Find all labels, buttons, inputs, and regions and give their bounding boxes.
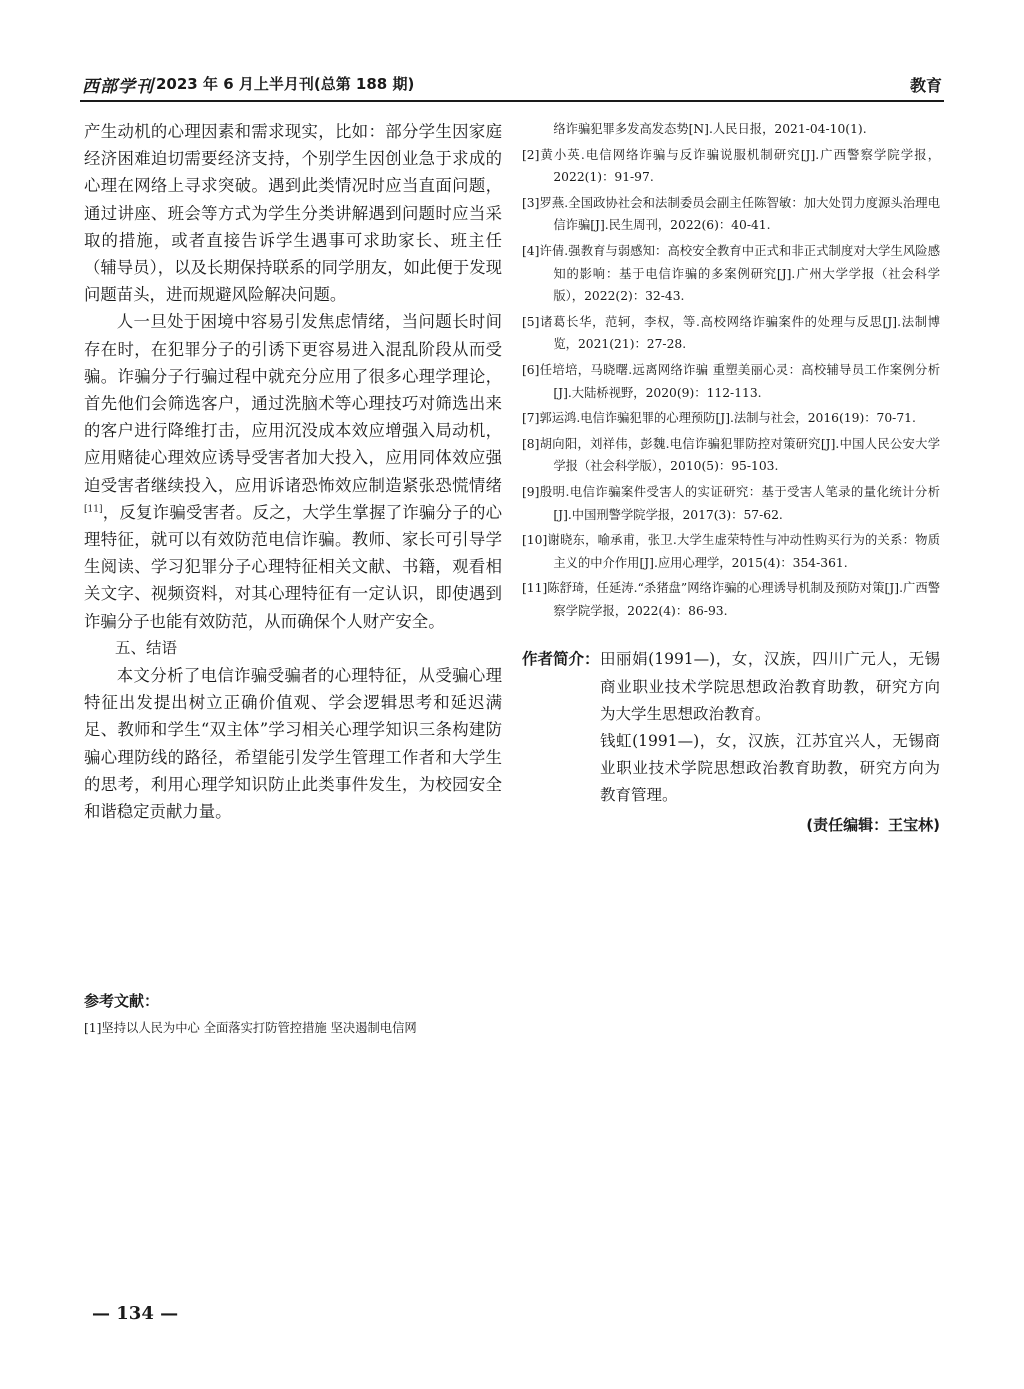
reference-number: [4] [522, 243, 540, 258]
reference-body: 郭运鸿.电信诈骗犯罪的心理预防[J].法制与社会，2016(19)：70-71. [539, 411, 916, 426]
reference-body: 陈舒琦，任延涛.“杀猪盘”网络诈骗的心理诱导机制及预防对策[J].广西警察学院学报，2022(4)：86-93. [547, 581, 940, 618]
page-header [80, 70, 944, 102]
reference-item [522, 577, 940, 622]
reference-number: [11] [522, 581, 548, 596]
reference-item [522, 144, 940, 189]
references-title: 参考文献： [84, 992, 160, 1010]
reference-item [522, 407, 940, 430]
reference-number: [9] [522, 484, 540, 499]
reference-item [522, 529, 940, 574]
reference-body: 诸葛长华，范轲，李权，等.高校网络诈骗案件的处理与反思[J].法制博览，2021(21)：27-28. [539, 314, 940, 352]
section-name: 教育 [909, 76, 942, 95]
reference-item [522, 192, 940, 237]
reference-number: [1] [84, 1021, 102, 1035]
body-paragraph: 产生动机的心理因素和需求现实，比如：部分学生因家庭经济困难迫切需要经济支持，个别学生因创业急于求成的心理在网络上寻求突破。遇到此类情况时应当直面问题，通过讲座、班会等方式为学生分类讲解遇到问题时应当采取的措施，或者直接告诉学生遇事可求助家长、班主任（辅导员），以及长期保持联系的同学朋友，如此便于发现问题苗头，进而规避风险解决问题。 [84, 122, 502, 305]
page-number: — 134 — [92, 1303, 179, 1324]
right-column [522, 118, 940, 835]
reference-body: 谢晓东，喻承甫，张卫.大学生虚荣特性与冲动性购买行为的关系：物质主义的中介作用[J].应用心理学，2015(4)：354-361. [547, 533, 940, 570]
reference-list [522, 118, 940, 622]
left-column [84, 118, 502, 825]
reference-item [522, 359, 940, 404]
citation-marker: [11] [84, 504, 103, 515]
reference-body: 罗燕.全国政协社会和法制委员会副主任陈智敏：加大处罚力度源头治理电信诈骗[J].民生周刊，2022(6)：40-41. [539, 195, 940, 233]
paragraph-text: ，反复诈骗受害者。反之，大学生掌握了诈骗分子的心理特征，就可以有效防范电信诈骗。教师、家长可引导学生阅读、学习犯罪分子心理特征相关文献、书籍，观看相关文字、视频资料，对其心理特征有一定认识，即使遇到诈骗分子也能有效防范，从而确保个人财产安全。 [84, 502, 502, 631]
section-heading: 五、结语 [115, 638, 178, 657]
reference-text [84, 1017, 502, 1040]
reference-item [522, 481, 940, 526]
reference-body: 任培培，马晓曙.远离网络诈骗 重塑美丽心灵：高校辅导员工作案例分析[J].大陆桥视野，2020(9)：112-113. [539, 362, 940, 400]
author-bio: 钱虹(1991—)，女，汉族，江苏宜兴人，无锡商业职业技术学院思想政治教育助教，研究方向为教育管理。 [600, 732, 940, 805]
reference-number: [10] [522, 533, 548, 548]
journal-logo: 西部学刊 [82, 77, 154, 97]
reference-number: [7] [522, 411, 540, 426]
author-info-label: 作者简介： [522, 650, 600, 669]
reference-continuation: 络诈骗犯罪多发高发态势[N].人民日报，2021-04-10(1). [553, 122, 867, 136]
reference-item [522, 311, 940, 356]
reference-body: 胡向阳，刘祥伟，彭魏.电信诈骗犯罪防控对策研究[J].中国人民公安大学学报（社会科学版），2010(5)：95-103. [539, 436, 940, 474]
author-info [522, 646, 940, 834]
reference-number: [6] [522, 362, 540, 377]
reference-number: [3] [522, 195, 540, 210]
reference-number: [2] [522, 147, 540, 162]
author-bio: 田丽娟(1991—)，女，汉族，四川广元人，无锡商业职业技术学院思想政治教育助教，研究方向为大学生思想政治教育。 [600, 650, 940, 723]
reference-item-1 [84, 1017, 502, 1043]
body-paragraph [84, 308, 502, 634]
responsible-editor: (责任编辑：王宝林) [806, 815, 940, 834]
body-paragraph: 本文分析了电信诈骗受骗者的心理特征，从受骗心理特征出发提出树立正确价值观、学会逻辑思考和延迟满足、教师和学生“双主体”学习相关心理学知识三条构建防骗心理防线的路径，希望能引发学生管理工作者和大学生的思考，利用心理学知识防止此类事件发生，为校园安全和谐稳定贡献力量。 [84, 666, 502, 822]
reference-item [522, 240, 940, 308]
reference-number: [8] [522, 436, 540, 451]
reference-number: [5] [522, 314, 540, 329]
reference-body: 许倩.强教育与弱感知：高校安全教育中正式和非正式制度对大学生风险感知的影响：基于电信诈骗的多案例研究[J].广州大学学报（社会科学版），2022(2)：32-43. [539, 243, 940, 304]
issue-info: 2023 年 6 月上半月刊(总第 188 期) [156, 75, 415, 93]
reference-body: 黄小英.电信网络诈骗与反诈骗说服机制研究[J].广西警察学院学报，2022(1)：91-97. [539, 147, 940, 185]
paragraph-text: 人一旦处于困境中容易引发焦虑情绪，当问题长时间存在时，在犯罪分子的引诱下更容易进入混乱阶段从而受骗。诈骗分子行骗过程中就充分应用了很多心理学理论，首先他们会筛选客户，通过洗脑术等心理技巧对筛选出来的客户进行降维打击，应用沉没成本效应增强入局动机，应用赌徒心理效应诱导受害者加大投入，应用同体效应强迫受害者继续投入，应用诉诸恐怖效应制造紧张恐慌情绪 [84, 312, 502, 495]
reference-body: 坚持以人民为中心 全面落实打防管控措施 坚决遏制电信网 [101, 1021, 417, 1035]
reference-item [522, 433, 940, 478]
reference-body: 殷明.电信诈骗案件受害人的实证研究：基于受害人笔录的量化统计分析[J].中国刑警学院学报，2017(3)：57-62. [539, 484, 940, 522]
